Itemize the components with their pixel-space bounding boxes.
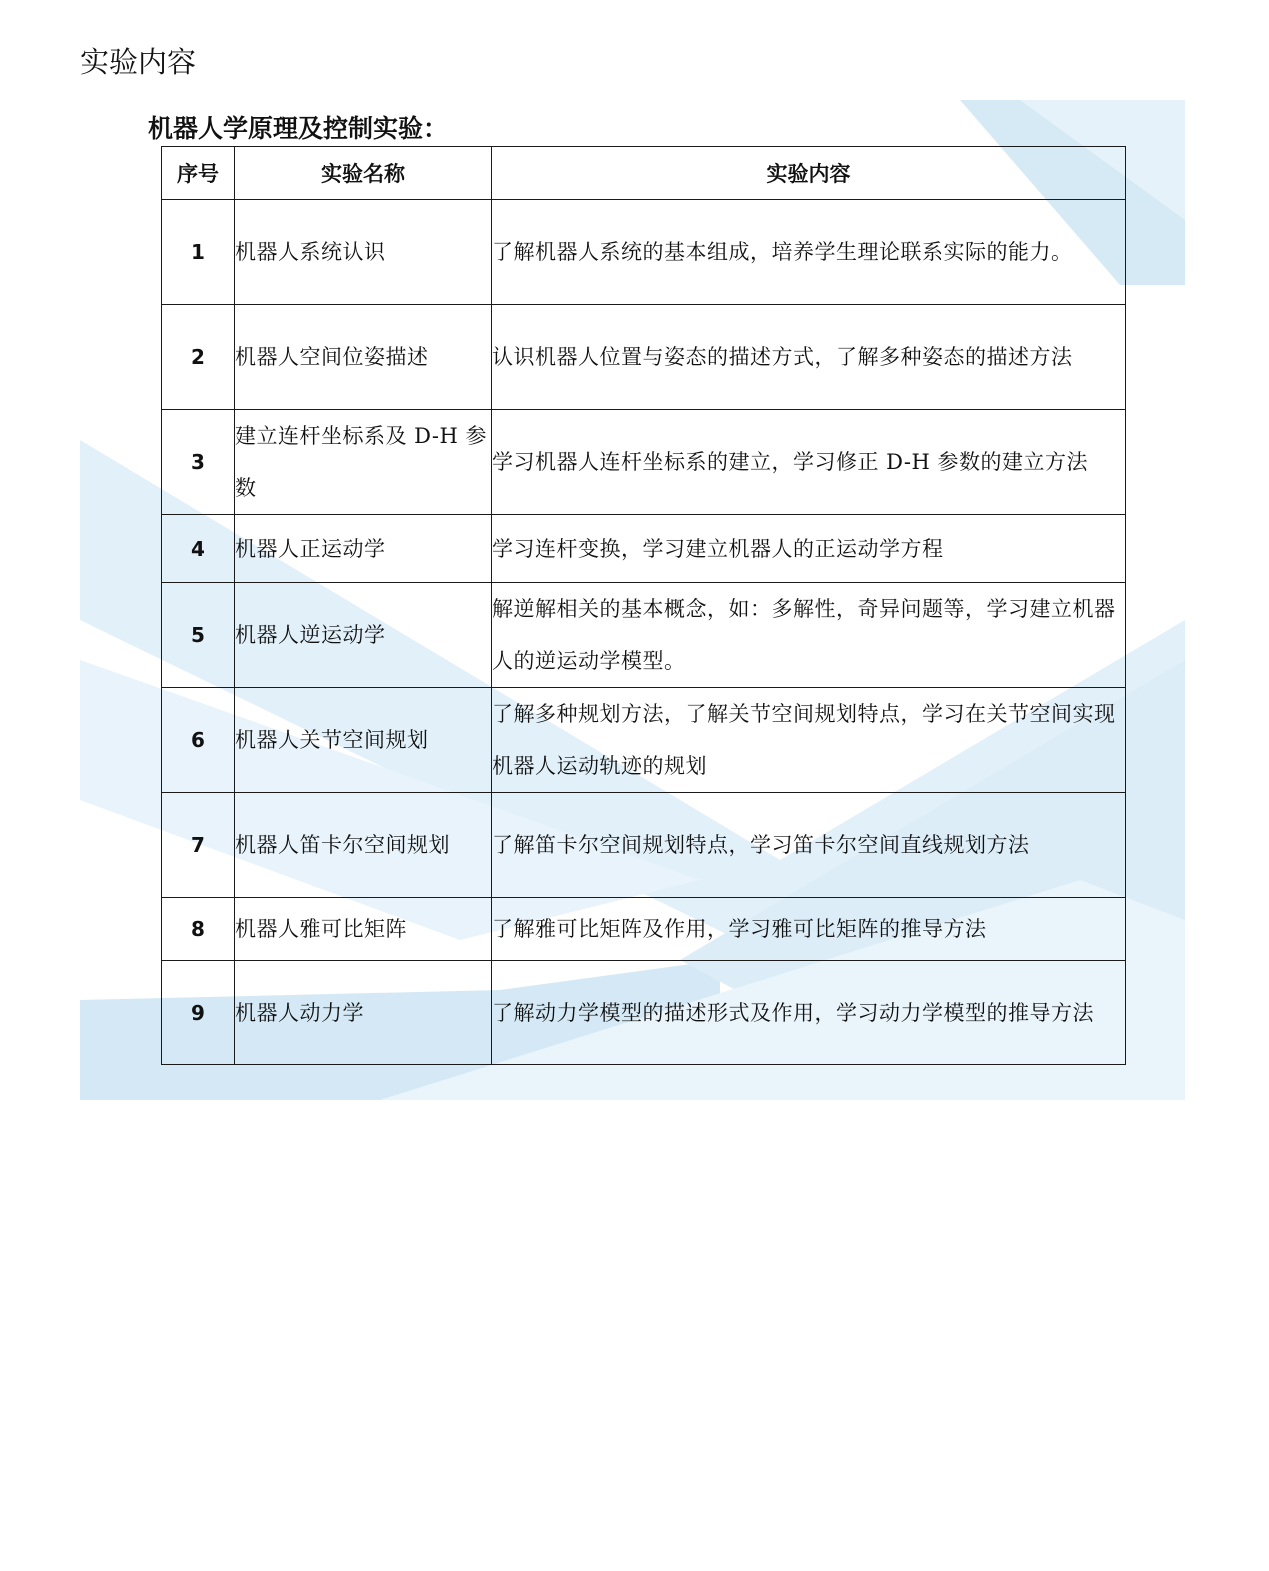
page-heading: 实验内容 (80, 45, 197, 79)
experiment-name: 机器人空间位姿描述 (235, 305, 492, 410)
experiment-content: 解逆解相关的基本概念，如：多解性，奇异问题等，学习建立机器人的逆运动学模型。 (492, 583, 1126, 688)
experiment-content: 了解雅可比矩阵及作用，学习雅可比矩阵的推导方法 (492, 898, 1126, 961)
table-row (162, 583, 1126, 688)
header-experiment-content: 实验内容 (492, 147, 1126, 200)
experiment-name: 机器人逆运动学 (235, 583, 492, 688)
row-number: 9 (162, 961, 235, 1065)
experiment-content: 了解多种规划方法，了解关节空间规划特点，学习在关节空间实现机器人运动轨迹的规划 (492, 688, 1126, 793)
experiment-name: 建立连杆坐标系及 D-H 参数 (235, 410, 492, 515)
experiment-name: 机器人关节空间规划 (235, 688, 492, 793)
row-number: 5 (162, 583, 235, 688)
table-header-row (162, 147, 1126, 200)
table-row (162, 793, 1126, 898)
experiment-name: 机器人系统认识 (235, 200, 492, 305)
experiments-table (161, 146, 1126, 1065)
row-number: 1 (162, 200, 235, 305)
experiment-name: 机器人雅可比矩阵 (235, 898, 492, 961)
header-number: 序号 (162, 147, 235, 200)
experiment-name: 机器人笛卡尔空间规划 (235, 793, 492, 898)
table-row (162, 898, 1126, 961)
table-row (162, 688, 1126, 793)
table-row (162, 961, 1126, 1065)
experiment-content: 了解机器人系统的基本组成，培养学生理论联系实际的能力。 (492, 200, 1126, 305)
row-number: 3 (162, 410, 235, 515)
row-number: 2 (162, 305, 235, 410)
row-number: 6 (162, 688, 235, 793)
experiment-name: 机器人正运动学 (235, 515, 492, 583)
table-row (162, 410, 1126, 515)
experiment-content: 认识机器人位置与姿态的描述方式，了解多种姿态的描述方法 (492, 305, 1126, 410)
experiment-content: 学习连杆变换，学习建立机器人的正运动学方程 (492, 515, 1126, 583)
section-title: 机器人学原理及控制实验： (148, 114, 449, 143)
experiment-content: 学习机器人连杆坐标系的建立，学习修正 D-H 参数的建立方法 (492, 410, 1126, 515)
table-row (162, 515, 1126, 583)
row-number: 7 (162, 793, 235, 898)
experiment-name: 机器人动力学 (235, 961, 492, 1065)
table-row (162, 305, 1126, 410)
row-number: 8 (162, 898, 235, 961)
experiment-content: 了解动力学模型的描述形式及作用，学习动力学模型的推导方法 (492, 961, 1126, 1065)
row-number: 4 (162, 515, 235, 583)
header-experiment-name: 实验名称 (235, 147, 492, 200)
experiment-content: 了解笛卡尔空间规划特点，学习笛卡尔空间直线规划方法 (492, 793, 1126, 898)
table-row (162, 200, 1126, 305)
